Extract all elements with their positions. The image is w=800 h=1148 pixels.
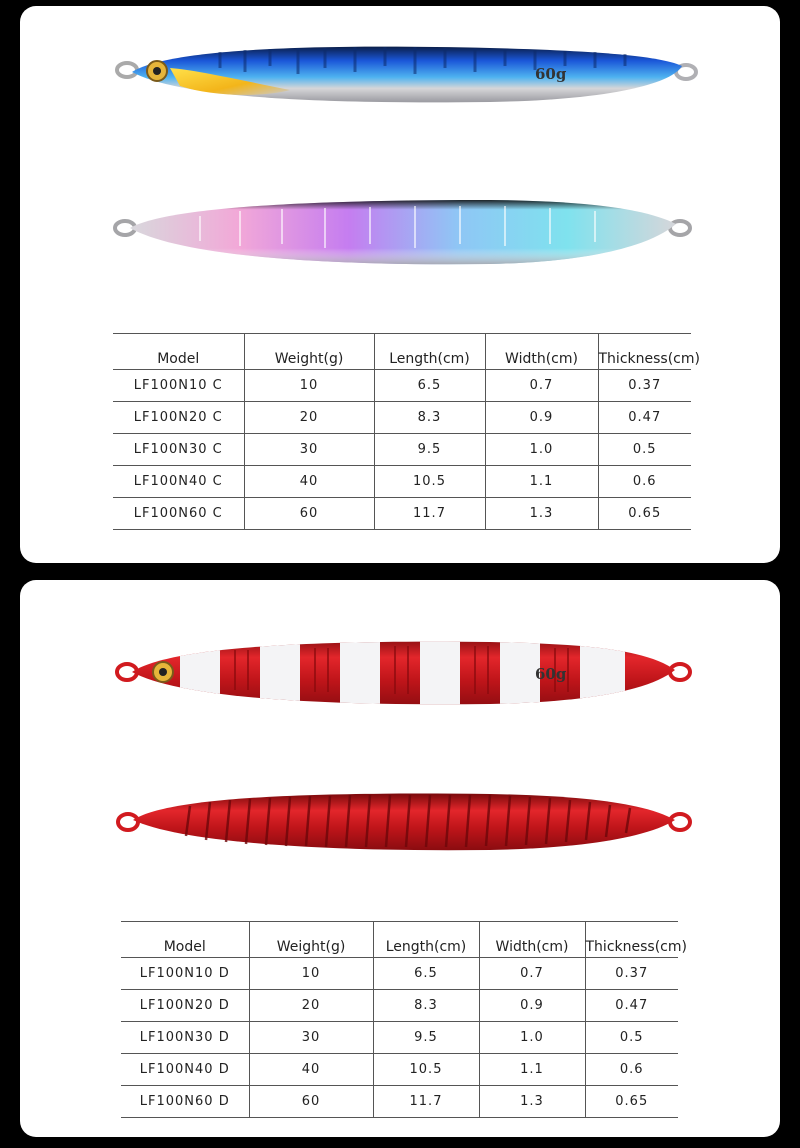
lure-images-d [20,580,780,880]
header-model: Model [121,922,249,958]
product-card-d [20,580,780,1137]
header-thickness: Thickness(cm) [585,922,678,958]
lure-blue-gold [117,47,696,103]
cell-thickness: 0.65 [598,498,691,530]
cell-length: 11.7 [374,498,485,530]
cell-length: 8.3 [374,402,485,434]
cell-weight: 60 [249,1086,373,1118]
table-row [121,1086,678,1118]
header-thickness: Thickness(cm) [598,334,691,370]
cell-length: 11.7 [373,1086,479,1118]
cell-width: 1.1 [479,1054,585,1086]
cell-width: 0.9 [485,402,598,434]
cell-thickness: 0.65 [585,1086,678,1118]
cell-width: 1.1 [485,466,598,498]
weight-mark-c: 60g [535,65,567,83]
table-row [121,958,678,990]
header-model: Model [113,334,244,370]
cell-thickness: 0.5 [585,1022,678,1054]
cell-thickness: 0.5 [598,434,691,466]
cell-model: LF100N40 D [121,1054,249,1086]
table-row [113,434,691,466]
header-width: Width(cm) [479,922,585,958]
cell-model: LF100N20 C [113,402,244,434]
lure-holographic [115,200,690,264]
cell-weight: 10 [244,370,374,402]
cell-length: 10.5 [374,466,485,498]
cell-weight: 60 [244,498,374,530]
cell-length: 9.5 [374,434,485,466]
cell-width: 0.9 [479,990,585,1022]
lure-red-scaled [118,794,690,851]
cell-weight: 20 [244,402,374,434]
cell-length: 9.5 [373,1022,479,1054]
lure-images-c [20,6,780,306]
cell-length: 6.5 [373,958,479,990]
table-row [113,466,691,498]
cell-model: LF100N30 D [121,1022,249,1054]
table-row [121,1054,678,1086]
header-length: Length(cm) [373,922,479,958]
cell-model: LF100N10 D [121,958,249,990]
cell-width: 1.3 [485,498,598,530]
spec-table-d [121,921,687,1118]
cell-thickness: 0.47 [598,402,691,434]
table-row [121,1022,678,1054]
table-row [113,370,691,402]
header-width: Width(cm) [485,334,598,370]
cell-width: 1.0 [485,434,598,466]
product-card-c [20,6,780,563]
cell-width: 0.7 [485,370,598,402]
weight-mark-d: 60g [535,665,567,683]
cell-thickness: 0.37 [585,958,678,990]
cell-model: LF100N20 D [121,990,249,1022]
table-row [121,990,678,1022]
cell-thickness: 0.37 [598,370,691,402]
cell-model: LF100N30 C [113,434,244,466]
cell-model: LF100N60 D [121,1086,249,1118]
spec-table-c [113,333,700,530]
cell-model: LF100N40 C [113,466,244,498]
cell-weight: 40 [244,466,374,498]
table-row [113,498,691,530]
lure-red-zebra [117,635,690,710]
cell-width: 0.7 [479,958,585,990]
cell-width: 1.0 [479,1022,585,1054]
cell-weight: 30 [249,1022,373,1054]
table-header-row [113,334,691,370]
cell-length: 10.5 [373,1054,479,1086]
cell-length: 8.3 [373,990,479,1022]
cell-thickness: 0.47 [585,990,678,1022]
cell-weight: 40 [249,1054,373,1086]
table-row [113,402,691,434]
cell-width: 1.3 [479,1086,585,1118]
cell-thickness: 0.6 [585,1054,678,1086]
header-weight: Weight(g) [244,334,374,370]
cell-model: LF100N10 C [113,370,244,402]
cell-model: LF100N60 C [113,498,244,530]
table-header-row [121,922,678,958]
cell-weight: 10 [249,958,373,990]
cell-weight: 30 [244,434,374,466]
header-length: Length(cm) [374,334,485,370]
cell-thickness: 0.6 [598,466,691,498]
header-weight: Weight(g) [249,922,373,958]
cell-weight: 20 [249,990,373,1022]
cell-length: 6.5 [374,370,485,402]
